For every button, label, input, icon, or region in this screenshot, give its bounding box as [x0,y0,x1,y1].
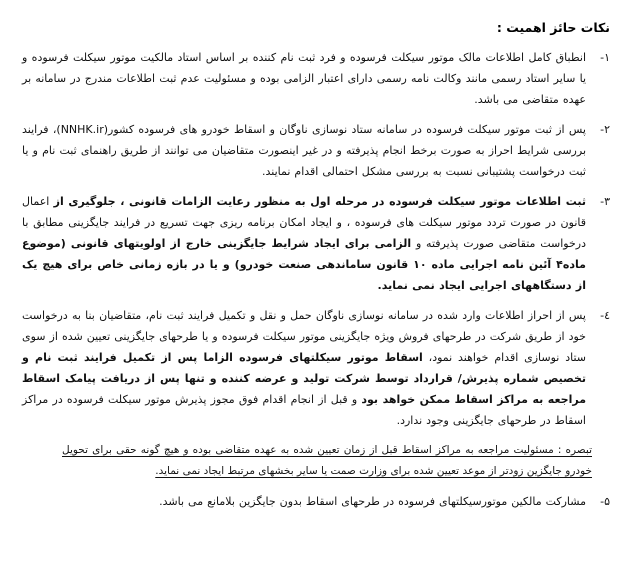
list-item-3 [22,191,610,296]
item-4-segment-0: پس از احراز اطلاعات وارد شده در سامانه نوسازی ناوگان حمل و نقل و تکمیل فرایند ثبت نام، متقاضیان بنا به درخواست خود از طریق شرکت در طرحهای فروش ویژه جایگزینی موتور سیکلت فرسوده و یا طرحهای جایگزینی تعیین شده از سوی ستاد نوسازی اقدام خواهند نمود، [22,309,586,364]
item-4-segment-2: و قبل از انجام اقدام فوق مجوز پذیرش موتور سیکلت فرسوده در مراکز اسقاط در طرحهای جایگزینی وجود ندارد. [22,393,586,427]
item-number-5: ۵- [600,495,610,508]
item-number-2: ۲- [600,123,610,136]
item-3-segment-bold-2: الزامی برای ایجاد شرایط جایگزینی خارج از اولویتهای قانونی (موضوع ماده۴ آئین نامه اجرایی ماده ۱۰ قانون ساماندهی صنعت خودرو) و یا در بازه زمانی خاص برای هیچ یک از دستگاههای اجرایی ایجاد نمی نماید. [22,237,586,292]
item-2-segment-2: )، فرایند بررسی شرایط احراز به صورت برخط انجام پذیرفته و در غیر اینصورت متقاضیان می توانند از طریق راهنمای ثبت نام و یا ثبت درخواست پشتیبانی نسبت به بررسی مشکل احتمالی اقدام نمایند. [22,123,586,178]
list-item-1 [22,47,610,110]
list-item-4 [22,305,610,431]
tabsare-note-text: تبصره : مسئولیت مراجعه به مراکز اسقاط قبل از زمان تعیین شده به عهده متقاضی بوده و هیچ گونه حقی برای تحویل خودرو جایگزین زودتر از موعد تعیین شده برای وزارت صمت یا سایر بخشهای مرتبط ایجاد نمی نماید. [62,444,592,477]
item-text-3 [22,191,586,296]
item-3-segment-1: اعمال قانون در صورت تردد موتور سیکلت های فرسوده ، و ایجاد امکان برنامه ریزی جهت تسریع در فرایند جایگزینی مطابق با درخواست متقاضی صورت پذیرفته و [22,195,586,250]
list-item-5 [22,491,610,512]
item-2-segment-0: پس از ثبت موتور سیکلت فرسوده در سامانه ستاد نوسازی ناوگان و اسقاط خودرو های فرسوده کشور( [103,123,586,136]
list-item-2 [22,119,610,182]
item-4-segment-bold-1: اسقاط موتور سیکلتهای فرسوده الزاما پس از تکمیل فرایند ثبت نام و تخصیص شماره پذیرش/ قرارداد توسط شرکت تولید و عرضه کننده و تنها پس از دریافت پیامک اسقاط مراجعه به مراکز اسقاط ممکن خواهد بود [22,351,587,406]
item-text-2 [22,119,586,182]
item-number-1: ۱- [600,51,610,64]
item-3-segment-bold-0: ثبت اطلاعات موتور سیکلت فرسوده در مرحله اول به منظور رعایت الزامات قانونی ، جلوگیری از [53,195,586,208]
item-text-4 [22,305,586,431]
tabsare-note-block [62,440,592,482]
item-text-1 [22,47,586,110]
item-number-3: ۳- [600,195,610,208]
item-1-segment-0: انطباق کامل اطلاعات مالک موتور سیکلت فرسوده و فرد ثبت نام کننده بر اساس استاد مالکیت موتور سیکلت فرسوده و یا سایر استاد رسمی مانند وکالت نامه رسمی دارای اعتبار الزامی بوده و مسئولیت عدم ثبت اطلاعات مندرج در سامانه بر عهده متقاضی می باشد. [22,51,586,106]
portal-url-text: NNHK.ir [60,123,104,136]
item-text-5 [22,491,586,512]
item-5-segment-0: مشارکت مالکین موتورسیکلتهای فرسوده در طرحهای اسقاط بدون جایگزین بلامانع می باشد. [159,495,586,508]
numbered-item-list [22,47,610,512]
page-title: نکات حائز اهمیت : [496,20,610,35]
item-number-4: ٤- [600,309,610,322]
